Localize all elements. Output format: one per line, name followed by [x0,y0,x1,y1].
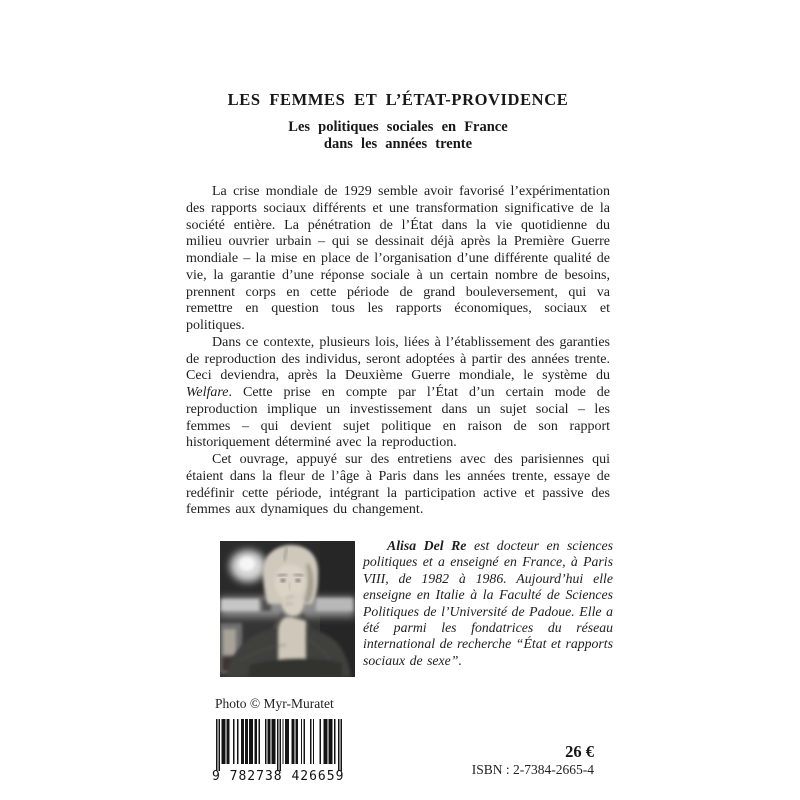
synopsis [186,184,610,519]
price: 26 € [565,742,594,761]
author-bio-text: est docteur en sciences politiques et a enseigné en France, à Paris VIII, de 1982 à 1986. Aujourd’hui elle enseigne en Italie à la Faculté de Sciences Politiques de l’Université de Padoue. Elle a été parmi les fondatrices du réseau international de recherche “État et rapports sociaux de sexe”. [363,538,613,668]
synopsis-paragraph-2: Dans ce contexte, plusieurs lois, liées à l’établissement des garanties de reproduction des individus, seront adoptées à partir des années trente. Ceci deviendra, après la Deuxième Guerre mondiale, le système du Welfare. Cette prise en compte par l’État d’un certain mode de reproduction implique un investissement dans un sujet social – les femmes – qui devient sujet politique en raison de son rapport historiquement déterminé avec la reproduction. [186,334,610,451]
synopsis-paragraph-3: Cet ouvrage, appuyé sur des entretiens avec des parisiennes qui étaient dans la fleur de l’âge à Paris dans les années trente, essaye de redéfinir cette période, intégrant la participation active et passive des femmes aux dynamiques du changement. [186,452,610,518]
isbn: ISBN : 2-7384-2665-4 [471,762,594,777]
author-photo [220,541,355,677]
barcode [216,719,342,771]
author-name: Alisa Del Re [387,538,467,553]
photo-credit: Photo © Myr-Muratet [215,696,334,711]
subtitle-line-2: dans les années trente [323,136,473,152]
subtitle-line-1: Les politiques sociales en France [288,119,508,135]
author-bio [363,538,613,669]
synopsis-paragraph-1: La crise mondiale de 1929 semble avoir favorisé l’expérimentation des rapports sociaux différents et une transformation significative de la société entière. La pénétration de l’État dans la vie quotidienne du milieu ouvrier urbain – qui se dessinait déjà après la Première Guerre mondiale – la mise en place de l’organisation d’une différente qualité de vie, la garantie d’une réponse sociale à un certain nombre de besoins, prennent corps en cette période de grand bouleversement, qui va remettre en question tous les rapports économiques, sociaux et politiques. [186,184,610,333]
barcode-digits: 9 782738 426659 [212,769,345,784]
book-title: LES FEMMES ET L’ÉTAT-PROVIDENCE [227,90,569,109]
book-subtitle [186,119,610,153]
welfare-italic: Welfare [186,385,229,400]
barcode-block [212,719,347,784]
